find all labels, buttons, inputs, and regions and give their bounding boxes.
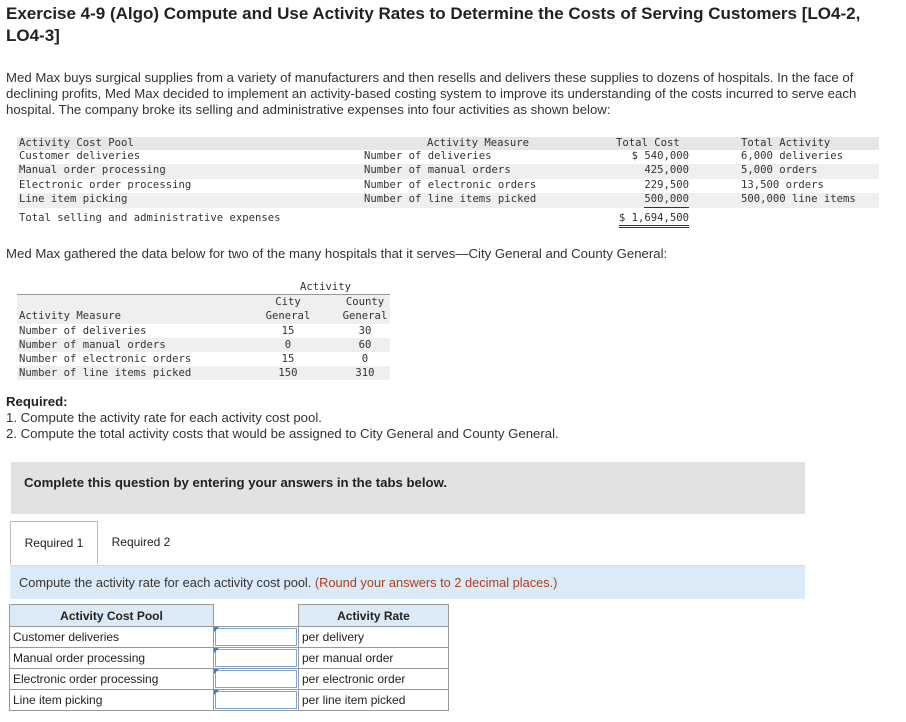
county-value: 310 [355, 367, 375, 380]
pool-name: Line item picking [19, 193, 128, 206]
table-row [17, 179, 879, 193]
table-row [17, 193, 879, 207]
city-value: 150 [278, 367, 298, 380]
tab-required-1[interactable]: Required 1 [10, 521, 98, 564]
total-activity: 6,000 deliveries [741, 150, 844, 162]
table-row [17, 352, 390, 366]
required-item-2: 2. Compute the total activity costs that would be assigned to City General and County General. [6, 426, 559, 441]
measure-name: Number of electronic orders [19, 352, 192, 365]
header-total-activity: Total Activity [741, 137, 831, 149]
city-general-header-line1: City [275, 296, 301, 309]
measure-name: Number of deliveries [19, 324, 147, 337]
county-value: 0 [361, 352, 369, 365]
total-activity: 5,000 orders [741, 164, 818, 177]
instruction-text [19, 575, 557, 590]
rate-input-manual-order-processing[interactable] [215, 649, 297, 667]
activity-group-header-row [17, 280, 390, 294]
pool-name: Electronic order processing [19, 178, 192, 191]
rate-input-line-item-picking[interactable] [215, 691, 297, 709]
table-row [10, 669, 449, 690]
county-general-header-line1: County [345, 296, 385, 309]
header-activity-cost-pool: Activity Cost Pool [19, 137, 134, 149]
pool-name: Customer deliveries [19, 150, 141, 162]
header-total-cost: Total Cost [616, 137, 680, 149]
table-row [10, 648, 449, 669]
answer-pool-name: Electronic order processing [10, 669, 214, 690]
rate-input-customer-deliveries[interactable] [215, 628, 297, 646]
hospital-activity-table [17, 280, 390, 380]
measure-name: Number of line items picked [19, 367, 192, 380]
header-activity-measure: Activity Measure [427, 137, 530, 149]
activity-measure: Number of manual orders [364, 164, 511, 177]
instruction-main: Compute the activity rate for each activity cost pool. [19, 575, 312, 590]
measure-name: Number of manual orders [19, 338, 166, 351]
city-general-header-line2: General [265, 310, 311, 323]
column-header-row-2 [17, 309, 390, 323]
county-value: 30 [358, 324, 372, 337]
rate-input-cell [214, 669, 299, 690]
instruction-bar [10, 565, 805, 599]
total-cost: 500,000 [644, 193, 689, 208]
table-row [17, 324, 390, 338]
total-label: Total selling and administrative expenses [19, 211, 281, 224]
answer-pool-name: Line item picking [10, 690, 214, 711]
activity-measure-header: Activity Measure [19, 310, 122, 323]
rate-unit: per electronic order [299, 669, 449, 690]
total-value: $ 1,694,500 [619, 212, 689, 229]
answer-header-row [10, 605, 449, 627]
answer-pool-name: Manual order processing [10, 648, 214, 669]
tab-required-2[interactable]: Required 2 [98, 521, 184, 563]
rate-unit: per delivery [299, 627, 449, 648]
city-value: 15 [281, 324, 295, 337]
answer-pool-name: Customer deliveries [10, 627, 214, 648]
input-marker-icon [214, 690, 219, 695]
table-row [17, 338, 390, 352]
county-general-header-line2: General [342, 310, 388, 323]
column-header-row-1 [17, 294, 390, 309]
answer-header-blank [214, 605, 299, 627]
answer-header-pool: Activity Cost Pool [10, 605, 214, 627]
input-marker-icon [214, 627, 219, 632]
city-value: 15 [281, 352, 295, 365]
cost-table-header [17, 137, 879, 150]
exercise-title: Exercise 4-9 (Algo) Compute and Use Activity Rates to Determine the Costs of Serving Customers [LO4-2, LO4-3] [6, 4, 861, 45]
input-marker-icon [214, 669, 219, 674]
required-heading: Required: [6, 394, 68, 409]
city-value: 0 [284, 338, 292, 351]
rate-input-electronic-order-processing[interactable] [215, 670, 297, 688]
activity-measure: Number of electronic orders [364, 178, 537, 191]
required-section [6, 394, 559, 442]
required-item-1: 1. Compute the activity rate for each activity cost pool. [6, 410, 322, 425]
rate-input-cell [214, 690, 299, 711]
rounding-note: (Round your answers to 2 decimal places.) [314, 575, 558, 590]
table-row [10, 627, 449, 648]
rate-unit: per manual order [299, 648, 449, 669]
complete-question-banner [11, 462, 805, 514]
total-cost: $ 540,000 [631, 150, 689, 162]
input-marker-icon [214, 648, 219, 653]
pool-name: Manual order processing [19, 164, 166, 177]
rate-unit: per line item picked [299, 690, 449, 711]
table-row [10, 690, 449, 711]
rate-input-cell [214, 627, 299, 648]
answer-header-rate: Activity Rate [299, 605, 449, 627]
total-row [17, 212, 879, 226]
county-value: 60 [358, 338, 372, 351]
table-row [17, 164, 879, 178]
activity-group-header: Activity [300, 281, 352, 293]
total-cost: 229,500 [644, 178, 689, 191]
activity-measure: Number of line items picked [364, 193, 537, 206]
complete-prompt: Complete this question by entering your answers in the tabs below. [24, 475, 448, 490]
table-row [17, 366, 390, 380]
total-cost: 425,000 [644, 164, 689, 177]
intro-paragraph: Med Max buys surgical supplies from a variety of manufacturers and then resells and delivers these supplies to dozens of hospitals. In the face of declining profits, Med Max decided to implement an activity-based costing system to improve its understanding of the costs incurred to serve each hospital. The company broke its selling and administrative expenses into four activities as shown below: [6, 70, 857, 117]
rate-input-cell [214, 648, 299, 669]
total-activity: 13,500 orders [741, 178, 824, 191]
table-row [17, 150, 879, 164]
activity-measure: Number of deliveries [364, 150, 492, 162]
total-activity: 500,000 line items [741, 193, 856, 206]
hospital-data-intro: Med Max gathered the data below for two of the many hospitals that it serves—City General and County General: [6, 246, 668, 261]
activity-rate-answer-table [9, 604, 449, 711]
activity-cost-table [17, 137, 879, 226]
